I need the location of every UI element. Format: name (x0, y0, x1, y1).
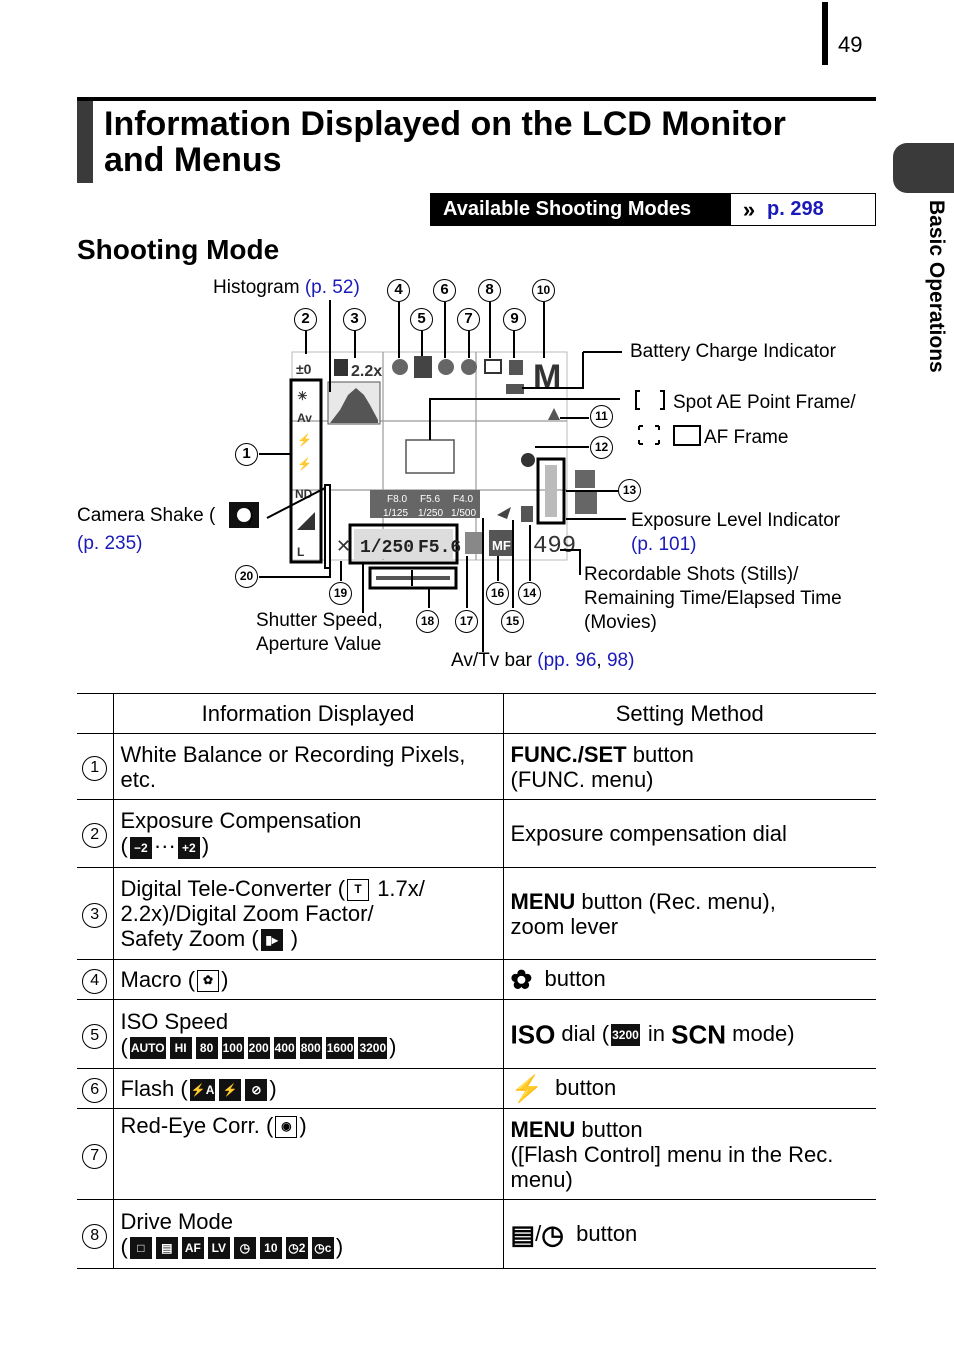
macro-icon: ✿ (510, 964, 533, 995)
label-spot-ae: Spot AE Point Frame/ (673, 392, 856, 413)
self-timer-2-icon: ◷2 (286, 1237, 308, 1259)
flash-off-icon: ⊘ (245, 1079, 267, 1101)
iso-200-icon: 200 (248, 1037, 270, 1059)
row-info: Exposure Compensation ( −2 ··· +2 ) (113, 800, 503, 868)
lcd-mode: M (533, 358, 562, 396)
callout-15: 15 (501, 610, 524, 633)
row-method: MENU button ([Flash Control] menu in the Rec. menu) (503, 1109, 876, 1200)
iso-3200-icon: 3200 (358, 1037, 387, 1059)
plus-2-icon: +2 (178, 837, 200, 859)
self-timer-10-icon: 10 (260, 1237, 282, 1259)
lcd-bar-ap-0: F8.0 (387, 494, 408, 505)
iso-auto-icon: AUTO (130, 1037, 166, 1059)
double-chevron-icon: » (742, 196, 756, 222)
safety-zoom-icon: ▮▸ (261, 929, 283, 951)
label-exposure-level: Exposure Level Indicator (631, 510, 841, 531)
svg-text:⚡: ⚡ (297, 433, 312, 447)
table-row (77, 1000, 876, 1069)
link-avtv-a[interactable]: 96 (575, 650, 597, 671)
iso-80-icon: 80 (196, 1037, 218, 1059)
row-info: Digital Tele-Converter ( T 1.7x/ 2.2x)/Digital Zoom Factor/ Safety Zoom ( ▮▸ ) (113, 868, 503, 960)
callout-9: 9 (503, 308, 526, 331)
lcd-bar-sh-2: 1/500 (451, 508, 477, 519)
callout-3: 3 (343, 308, 366, 331)
row-method: Exposure compensation dial (503, 800, 876, 868)
row-info: Red-Eye Corr. ( ◉ ) (113, 1109, 503, 1200)
callout-14: 14 (518, 582, 541, 605)
iso-1600-icon: 1600 (326, 1037, 355, 1059)
svg-text:☀: ☀ (297, 389, 308, 403)
page-number: 49 (838, 32, 863, 57)
row-method: ⚡ button (503, 1069, 876, 1109)
header-num (77, 694, 113, 734)
row-method: ✿ button (503, 960, 876, 1000)
iso-400-icon: 400 (274, 1037, 296, 1059)
lcd-bar-ap-1: F5.6 (420, 494, 441, 505)
callout-12: 12 (590, 436, 613, 459)
table-row (77, 734, 876, 800)
label-battery: Battery Charge Indicator (630, 341, 836, 362)
callout-7: 7 (457, 308, 480, 331)
self-timer-icon: ◷ (541, 1219, 564, 1250)
row-info: White Balance or Recording Pixels, etc. (113, 734, 503, 800)
row-number: 3 (82, 903, 107, 928)
row-number: 8 (82, 1224, 107, 1249)
callout-11: 11 (590, 405, 613, 428)
page-title: Information Displayed on the LCD Monitor and Menus (104, 105, 786, 179)
callout-6: 6 (433, 279, 456, 302)
table-row (77, 960, 876, 1000)
row-number: 1 (82, 756, 107, 781)
drive-continuous-af-icon: AF (182, 1237, 204, 1259)
lcd-shots: 499 (533, 533, 577, 560)
svg-text:L: L (297, 545, 305, 559)
label-recordable-1: Recordable Shots (Stills)/ (584, 564, 799, 585)
info-table (77, 693, 876, 1269)
svg-text:⚡: ⚡ (297, 457, 312, 471)
flash-icon: ⚡ (510, 1073, 543, 1104)
row-info: Flash ( ⚡A ⚡ ⊘ ) (113, 1069, 503, 1109)
callout-20: 20 (235, 565, 258, 588)
drive-continuous-lv-icon: LV (208, 1237, 230, 1259)
callout-17: 17 (455, 610, 478, 633)
iso-800-icon: 800 (300, 1037, 322, 1059)
row-method: MENU button (Rec. menu), zoom lever (503, 868, 876, 960)
lcd-zoom: 2.2x (351, 363, 383, 380)
svg-text:ND: ND (295, 487, 313, 501)
lcd-shutter: 1/250 (360, 538, 415, 558)
callout-10: 10 (532, 279, 555, 302)
label-histogram: Histogram (p. 52) (213, 277, 360, 298)
link-histogram-ref[interactable]: (p. 52) (304, 277, 360, 298)
svg-text:✕: ✕ (336, 536, 352, 556)
flash-auto-icon: ⚡A (190, 1079, 216, 1101)
minus-2-icon: −2 (130, 837, 152, 859)
callout-13: 13 (618, 479, 641, 502)
row-method: ISO dial ( 3200 in SCN mode) (503, 1000, 876, 1069)
label-shutter-2: Aperture Value (256, 634, 382, 655)
scn-mode-icon: SCN (671, 1019, 727, 1050)
link-camera-shake-ref[interactable]: (p. 235) (77, 533, 143, 554)
table-row (77, 868, 876, 960)
row-info: Macro ( ✿ ) (113, 960, 503, 1000)
row-number: 7 (82, 1144, 107, 1169)
header-method: Setting Method (503, 694, 876, 734)
label-avtv: Av/Tv bar (pp. 96, 98) (451, 650, 635, 671)
side-tab-label: Basic Operations (925, 200, 948, 373)
label-shutter-1: Shutter Speed, (256, 610, 383, 631)
table-row (77, 1069, 876, 1109)
section-title: Shooting Mode (77, 234, 280, 265)
callout-16: 16 (486, 582, 509, 605)
self-timer-icon: ◷ (234, 1237, 256, 1259)
label-camera-shake: Camera Shake ( ) (77, 505, 254, 526)
link-avtv-b[interactable]: 98 (606, 650, 629, 671)
drive-continuous-icon: ▤ (156, 1237, 178, 1259)
row-number: 6 (82, 1078, 107, 1103)
flash-on-icon: ⚡ (219, 1079, 241, 1101)
lcd-exp-comp: ±0 (296, 361, 312, 377)
camera-shake-bar (325, 485, 330, 568)
callout-2: 2 (294, 308, 317, 331)
drive-single-icon: □ (130, 1237, 152, 1259)
self-timer-custom-icon: ◷c (312, 1237, 334, 1259)
table-header-row (77, 694, 876, 734)
iso-hi-icon: HI (170, 1037, 192, 1059)
iso-100-icon: 100 (222, 1037, 244, 1059)
row-number: 2 (82, 823, 107, 848)
header-info: Information Displayed (113, 694, 503, 734)
callout-8: 8 (478, 279, 501, 302)
red-eye-icon: ◉ (275, 1116, 297, 1138)
lcd-bar-ap-2: F4.0 (453, 494, 474, 505)
link-exposure-level-ref[interactable]: (p. 101) (631, 534, 697, 555)
table-row (77, 1200, 876, 1269)
continuous-icon: ▤ (510, 1219, 536, 1250)
iso-3200-icon: 3200 (611, 1024, 640, 1046)
row-method: FUNC./SET button (FUNC. menu) (503, 734, 876, 800)
table-row (77, 800, 876, 868)
label-recordable-3: (Movies) (584, 612, 657, 633)
label-recordable-2: Remaining Time/Elapsed Time (584, 588, 842, 609)
callout-18: 18 (416, 610, 439, 633)
macro-icon: ✿ (197, 970, 219, 992)
tele-converter-icon: T (347, 879, 369, 901)
lcd-bar-sh-1: 1/250 (418, 508, 444, 519)
callout-19: 19 (329, 582, 352, 605)
table-row (77, 1109, 876, 1200)
iso-dial-icon: ISO (510, 1019, 556, 1050)
callout-5: 5 (410, 308, 433, 331)
svg-text:Av: Av (297, 411, 312, 425)
row-info: Drive Mode ( □ ▤ AF LV ◷ 10 ◷2 ◷c ) (113, 1200, 503, 1269)
available-modes-label: Available Shooting Modes (431, 194, 731, 225)
lcd-aperture: F5.6 (418, 538, 462, 558)
lcd-af-label: MF (492, 538, 511, 553)
row-number: 5 (82, 1024, 107, 1049)
label-af-frame: AF Frame (704, 427, 789, 448)
row-number: 4 (82, 969, 107, 994)
lcd-bar-sh-0: 1/125 (383, 508, 409, 519)
row-info: ISO Speed ( AUTO HI 80 100 200 400 800 1600 3200 ) (113, 1000, 503, 1069)
callout-4: 4 (387, 279, 410, 302)
callout-1: 1 (235, 443, 258, 466)
available-modes-link[interactable]: p. 298 (767, 198, 824, 220)
row-method: ▤/◷ button (503, 1200, 876, 1269)
